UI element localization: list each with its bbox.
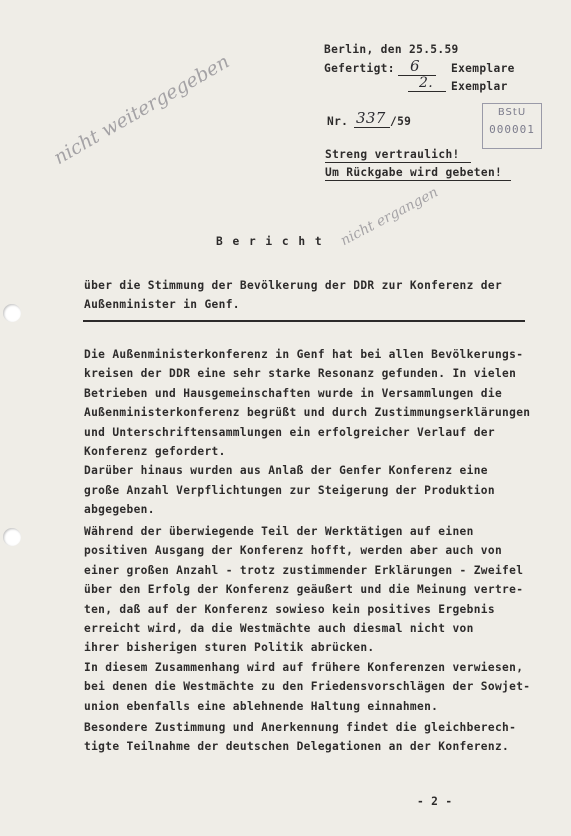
text-line: Betrieben und Hausgemeinschaften wurde in Versammlungen die: [84, 386, 503, 400]
text-line: einer großen Anzahl - trotz zustimmender Erklärungen - Zweifel: [84, 563, 524, 577]
number-underline: [354, 127, 390, 128]
copy-number: 2.: [419, 75, 434, 91]
stamp-number: 000001: [489, 123, 535, 136]
copy-underline: [408, 91, 446, 92]
stamp-label: BStU: [497, 107, 527, 118]
punch-hole-bottom: [3, 528, 21, 546]
number-prefix: Nr.: [327, 115, 349, 128]
text-line: abgegeben.: [84, 503, 155, 517]
text-line: union ebenfalls eine ablehnende Haltung einnahmen.: [84, 699, 439, 713]
subject-rule: [83, 320, 525, 322]
return-note: Um Rückgabe wird gebeten!: [325, 166, 503, 179]
number-suffix: /59: [390, 115, 412, 128]
paragraph-3: [84, 721, 544, 760]
number-value: 337: [356, 109, 386, 127]
text-line: Besondere Zustimmung und Anerkennung findet die gleichberech-: [84, 721, 517, 734]
subject-line-2: Außenminister in Genf.: [84, 298, 240, 311]
place-date: Berlin, den 25.5.59: [324, 43, 459, 56]
confidential-note: Streng vertraulich!: [325, 148, 460, 161]
copy-suffix: Exemplar: [451, 80, 508, 93]
paragraph-1: [84, 348, 544, 523]
text-line: Außenministerkonferenz begrüßt und durch Zustimmungserklärungen: [84, 406, 531, 420]
text-line: über den Erfolg der Konferenz geäußert und die Meinung vertre-: [84, 583, 524, 597]
copies-value: 6: [410, 57, 420, 75]
confidential-underline: [325, 162, 471, 163]
copies-suffix: Exemplare: [451, 62, 515, 75]
margin-handwriting: nicht weitergegeben: [50, 50, 234, 170]
text-line: Die Außenministerkonferenz in Genf hat bei allen Bevölkerungs-: [84, 348, 524, 361]
text-line: Konferenz gefordert.: [84, 444, 226, 458]
text-line: erreicht wird, da die Westmächte auch diesmal nicht von: [84, 621, 474, 635]
text-line: Während der überwiegende Teil der Werktätigen auf einen: [84, 525, 474, 538]
subject-line-1: über die Stimmung der Bevölkerung der DDR zur Konferenz der: [84, 279, 503, 292]
report-title: B e r i c h t: [216, 235, 324, 248]
return-underline: [325, 180, 511, 181]
punch-hole-top: [3, 304, 21, 322]
text-line: In diesem Zusammenhang wird auf frühere Konferenzen verwiesen,: [84, 660, 524, 674]
copies-label: Gefertigt:: [324, 62, 395, 75]
text-line: und Unterschriftensammlungen ein erfolgreicher Verlauf der: [84, 425, 495, 439]
archive-stamp: [482, 103, 542, 149]
paragraph-2: [84, 525, 544, 719]
text-line: große Anzahl Verpflichtungen zur Steigerung der Produktion: [84, 483, 495, 497]
text-line: Darüber hinaus wurden aus Anlaß der Genfer Konferenz eine: [84, 464, 488, 478]
text-line: ten, daß auf der Konferenz sowieso kein positives Ergebnis: [84, 602, 495, 616]
page-number: - 2 -: [417, 795, 453, 808]
text-line: positiven Ausgang der Konferenz hofft, werden aber auch von: [84, 544, 503, 558]
title-handwriting: nicht ergangen: [338, 184, 441, 250]
text-line: bei denen die Westmächte zu den Friedensvorschlägen der Sowjet-: [84, 680, 531, 694]
text-line: ihrer bisherigen sturen Politik abrücken.: [84, 641, 375, 655]
text-line: kreisen der DDR eine sehr starke Resonanz gefunden. In vielen: [84, 367, 517, 381]
text-line: tigte Teilnahme der deutschen Delegationen an der Konferenz.: [84, 740, 510, 754]
